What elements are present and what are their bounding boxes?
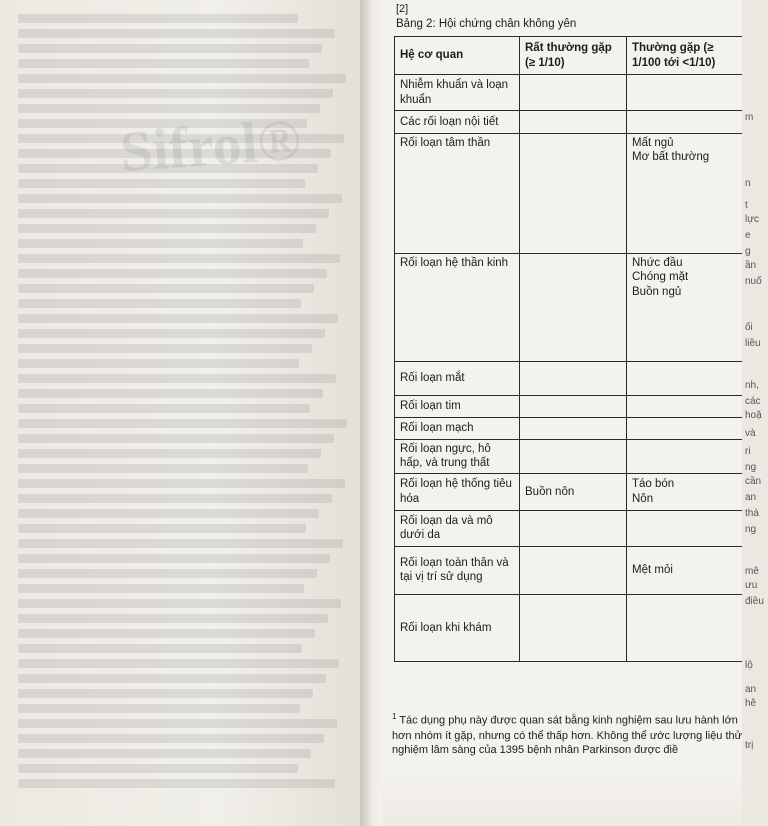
organ-system-cell: Nhiễm khuẩn và loạn khuẩn <box>395 75 520 111</box>
bleed-through-line <box>18 734 324 743</box>
bleed-through-line <box>18 239 303 248</box>
very-common-effects-cell <box>520 418 627 440</box>
adverse-reactions-table <box>394 36 745 662</box>
table-row <box>395 418 745 440</box>
bleed-through-line <box>18 254 340 263</box>
bleed-through-line <box>18 509 319 518</box>
bleed-through-line <box>18 149 331 158</box>
bleed-through-line <box>18 389 323 398</box>
adverse-effect: Buồn ngủ <box>632 285 682 298</box>
adjacent-text-fragment: t <box>745 200 748 211</box>
organ-system-cell: Rối loạn hệ thần kinh <box>395 254 520 362</box>
common-effects-cell <box>627 134 745 254</box>
adjacent-text-fragment: ối <box>745 322 753 333</box>
bleed-through-line <box>18 164 318 173</box>
table-header-row <box>395 37 745 75</box>
table-footnote <box>392 712 750 758</box>
common-effects-cell <box>627 473 745 510</box>
common-effects-cell <box>627 440 745 474</box>
organ-system-cell: Rối loạn toàn thân và tại vị trí sử dụng <box>395 546 520 594</box>
very-common-effects-cell <box>520 546 627 594</box>
bleed-through-line <box>18 314 338 323</box>
bleed-through-line <box>18 629 315 638</box>
bleed-through-line <box>18 704 300 713</box>
bleed-through-line <box>18 434 334 443</box>
adverse-effect: Nôn <box>632 492 654 505</box>
adjacent-text-fragment: ần <box>745 260 757 271</box>
bleed-through-line <box>18 749 311 758</box>
common-effects-cell <box>627 594 745 661</box>
common-effects-cell <box>627 362 745 396</box>
bleed-through-line <box>18 374 336 383</box>
bleed-through-line <box>18 89 333 98</box>
very-common-effects-cell <box>520 254 627 362</box>
adjacent-text-fragment: cần <box>745 476 762 487</box>
bleed-through-line <box>18 614 328 623</box>
table-row <box>395 111 745 134</box>
footnote-marker: 1 <box>392 712 397 721</box>
adjacent-text-fragment: lộ <box>745 660 753 671</box>
brand-watermark: Sifrol® <box>117 106 303 185</box>
common-effects-cell <box>627 418 745 440</box>
common-effects-cell <box>627 510 745 546</box>
bleed-through-line <box>18 554 330 563</box>
adjacent-page-edge <box>742 0 768 826</box>
adjacent-text-fragment: nuố <box>745 276 762 287</box>
common-effects-cell <box>627 75 745 111</box>
adjacent-text-fragment: ưu <box>745 580 758 591</box>
adjacent-text-fragment: e <box>745 230 751 241</box>
bleed-through-line <box>18 599 341 608</box>
header-organ-system: Hệ cơ quan <box>395 37 520 75</box>
adjacent-text-fragment: ng <box>745 462 757 473</box>
very-common-effects-cell <box>520 473 627 510</box>
organ-system-cell: Các rối loạn nội tiết <box>395 111 520 134</box>
table-title: Bảng 2: Hội chứng chân không yên <box>396 18 577 30</box>
bleed-through-line <box>18 719 337 728</box>
bleed-through-line <box>18 224 316 233</box>
table-row <box>395 396 745 418</box>
bleed-through-line <box>18 104 320 113</box>
leaflet-page <box>382 0 768 826</box>
bleed-through-line <box>18 494 332 503</box>
organ-system-cell: Rối loạn ngực, hô hấp, và trung thất <box>395 440 520 474</box>
table-row <box>395 546 745 594</box>
adjacent-text-fragment: liều <box>745 338 761 349</box>
adjacent-text-fragment: thà <box>745 508 759 519</box>
bleed-through-line <box>18 764 298 773</box>
adjacent-text-fragment: và <box>745 428 756 439</box>
adjacent-text-fragment: g <box>745 246 751 257</box>
table-row <box>395 134 745 254</box>
adjacent-text-fragment: nh, <box>745 380 759 391</box>
adverse-effect: Buồn nôn <box>525 485 575 498</box>
organ-system-cell: Rối loạn mắt <box>395 362 520 396</box>
adjacent-text-fragment: điều <box>745 596 764 607</box>
bleed-through-line <box>18 659 339 668</box>
bleed-through-line <box>18 44 322 53</box>
page-bottom-shade <box>382 770 768 826</box>
adverse-effect: Nhức đầu <box>632 257 683 269</box>
table-row <box>395 510 745 546</box>
bleed-through-line <box>18 404 310 413</box>
bleed-through-line <box>18 644 302 653</box>
adverse-effect: Mất ngủ <box>632 137 674 149</box>
header-common: Thường gặp (≥ 1/100 tới <1/10) <box>627 37 745 75</box>
adjacent-text-fragment: hê <box>745 698 757 709</box>
table-row <box>395 75 745 111</box>
very-common-effects-cell <box>520 594 627 661</box>
adjacent-text-fragment: lực <box>745 214 759 225</box>
adverse-effect: Mơ bất thường <box>632 151 710 164</box>
bleed-through-line <box>18 779 335 788</box>
bleed-through-line <box>18 74 346 83</box>
very-common-effects-cell <box>520 134 627 254</box>
bleed-through-line <box>18 179 305 188</box>
organ-system-cell: Rối loạn da và mô dưới da <box>395 510 520 546</box>
adjacent-text-fragment: an <box>745 684 757 695</box>
organ-system-cell: Rối loạn hệ thống tiêu hóa <box>395 473 520 510</box>
bleed-through-line <box>18 134 344 143</box>
bleed-through-line <box>18 674 326 683</box>
adverse-effect: Chóng mặt <box>632 271 689 284</box>
bleed-through-line <box>18 284 314 293</box>
footnote-text: Tác dụng phụ này được quan sát bằng kinh nghiệm sau lưu hành lớn hơn nhóm ít gặp, nhưng có thể thấp hơn. Không thể ước lượng liệu thử nghiệm lâm sàng của 1395 bệnh nhân Parkinson được điề <box>392 714 743 757</box>
organ-system-cell: Rối loạn tim <box>395 396 520 418</box>
bleed-through-line <box>18 479 345 488</box>
bleed-through-line <box>18 539 343 548</box>
adjacent-text-fragment: trị <box>745 740 754 751</box>
organ-system-cell: Rối loạn khi khám <box>395 594 520 661</box>
table-row <box>395 440 745 474</box>
adverse-effect: Táo bón <box>632 478 675 491</box>
bleed-through-line <box>18 14 298 23</box>
adjacent-text-fragment: ri <box>745 446 751 457</box>
bleed-through-line <box>18 449 321 458</box>
bleed-through-line <box>18 524 306 533</box>
organ-system-cell: Rối loạn mạch <box>395 418 520 440</box>
very-common-effects-cell <box>520 75 627 111</box>
very-common-effects-cell <box>520 362 627 396</box>
very-common-effects-cell <box>520 396 627 418</box>
adverse-effect: Mệt mỏi <box>632 564 673 577</box>
bleed-through-line <box>18 329 325 338</box>
bleed-through-line <box>18 119 307 128</box>
adjacent-text-fragment: an <box>745 492 757 503</box>
very-common-effects-cell <box>520 111 627 134</box>
adjacent-text-fragment: hoặ <box>745 410 762 421</box>
page-fold <box>360 0 382 826</box>
adjacent-text-fragment: ng <box>745 524 757 535</box>
bleed-through-line <box>18 29 335 38</box>
common-effects-cell <box>627 111 745 134</box>
table-row <box>395 473 745 510</box>
bleed-through-line <box>18 344 312 353</box>
table-row <box>395 594 745 661</box>
bleed-through-line <box>18 569 317 578</box>
common-effects-cell <box>627 254 745 362</box>
adjacent-text-fragment: mê <box>745 566 759 577</box>
adjacent-text-fragment: m <box>745 112 754 123</box>
reference-label: [2] <box>396 3 409 15</box>
bleed-through-line <box>18 194 342 203</box>
table-row <box>395 254 745 362</box>
header-very-common: Rất thường gặp (≥ 1/10) <box>520 37 627 75</box>
very-common-effects-cell <box>520 440 627 474</box>
common-effects-cell <box>627 546 745 594</box>
back-page-bleed-through <box>0 0 360 826</box>
bleed-through-line <box>18 59 309 68</box>
bleed-through-line <box>18 299 301 308</box>
organ-system-cell: Rối loạn tâm thần <box>395 134 520 254</box>
bleed-through-line <box>18 419 347 428</box>
bleed-through-line <box>18 584 304 593</box>
adjacent-text-fragment: các <box>745 396 761 407</box>
bleed-through-line <box>18 689 313 698</box>
bleed-through-line <box>18 464 308 473</box>
common-effects-cell <box>627 396 745 418</box>
bleed-through-line <box>18 359 299 368</box>
table-row <box>395 362 745 396</box>
bleed-through-line <box>18 209 329 218</box>
very-common-effects-cell <box>520 510 627 546</box>
adjacent-text-fragment: n <box>745 178 751 189</box>
bleed-through-line <box>18 269 327 278</box>
